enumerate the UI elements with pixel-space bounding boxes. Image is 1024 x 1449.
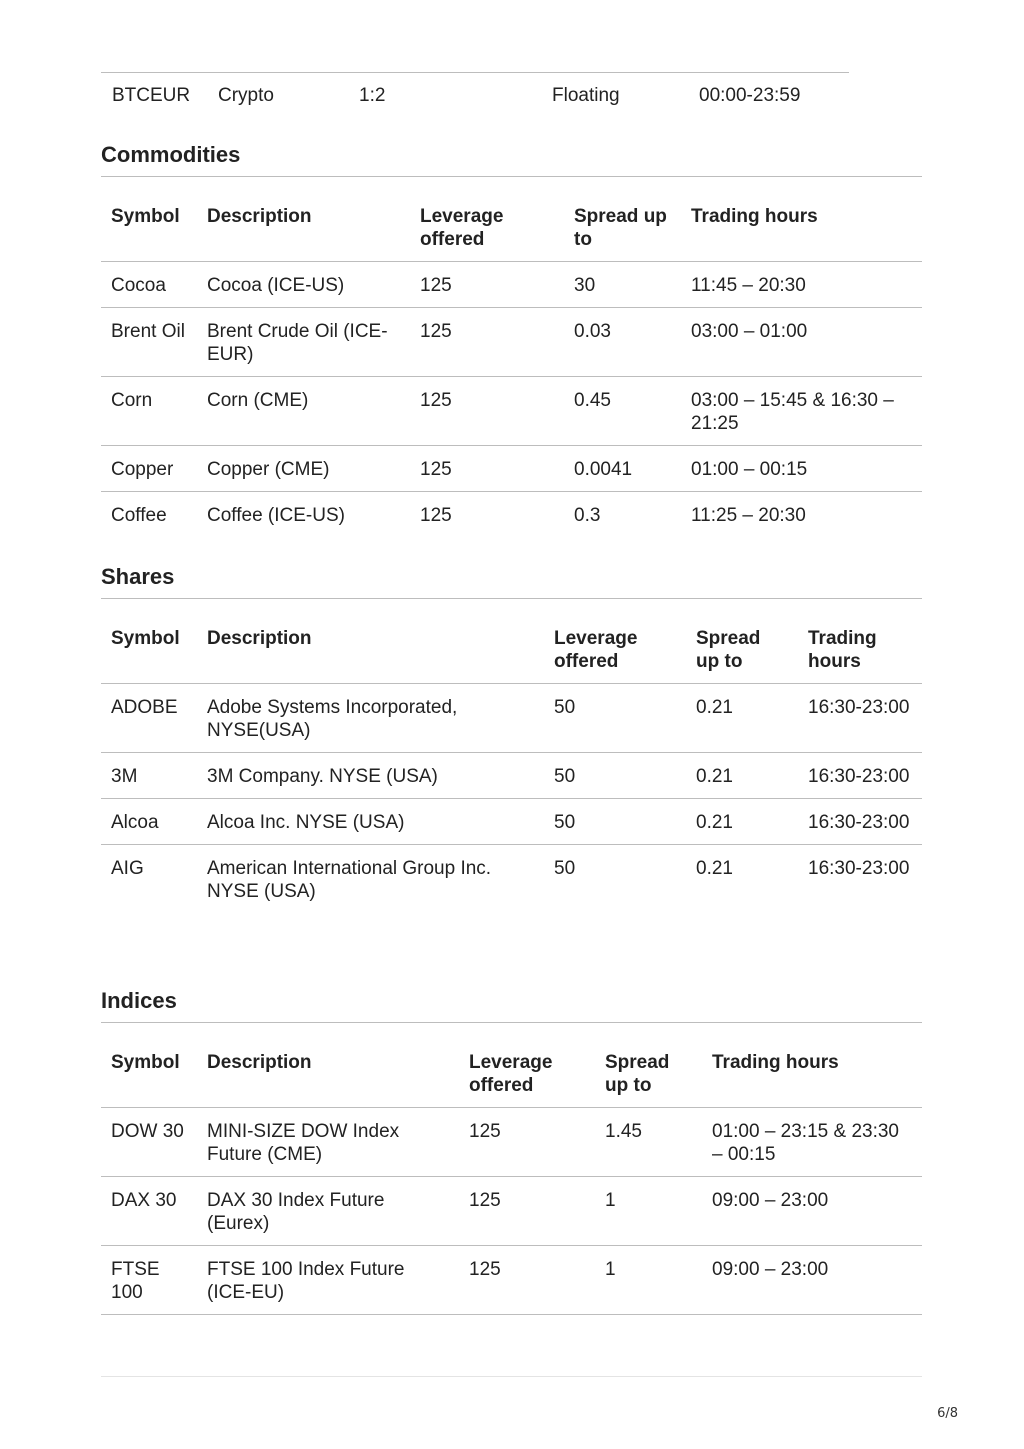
cell-spread: 0.21	[696, 697, 733, 718]
cell-hours: 03:00 – 15:45 & 16:30 – 21:25	[691, 390, 894, 434]
cell-leverage: 125	[420, 390, 452, 411]
cell-symbol: ADOBE	[111, 697, 178, 718]
cell-spread: 1	[605, 1259, 616, 1280]
cell-leverage: 125	[420, 459, 452, 480]
cell-description: MINI-SIZE DOW Index Future (CME)	[207, 1121, 400, 1165]
cell-leverage: 50	[554, 812, 576, 833]
cell-symbol: DAX 30	[111, 1190, 177, 1211]
indices-section	[101, 988, 922, 1315]
cell-description: Brent Crude Oil (ICE-EUR)	[207, 321, 388, 365]
header-symbol: Symbol	[111, 1052, 180, 1073]
table-header-row	[101, 619, 922, 684]
commodities-table	[101, 197, 922, 537]
shares-section	[101, 564, 922, 913]
cell-hours: 16:30-23:00	[808, 812, 910, 833]
cell-spread: 0.21	[696, 858, 733, 879]
table-row	[101, 799, 922, 845]
cell-hours: 11:25 – 20:30	[691, 505, 806, 526]
header-description: Description	[207, 206, 312, 227]
cell-spread: 0.45	[574, 390, 611, 411]
header-description: Description	[207, 628, 312, 649]
header-symbol: Symbol	[111, 628, 180, 649]
cell-spread: 1.45	[605, 1121, 642, 1142]
crypto-symbol: BTCEUR	[112, 85, 191, 106]
cell-hours: 01:00 – 23:15 & 23:30 – 00:15	[712, 1121, 899, 1165]
header-leverage: Leverage offered	[420, 206, 504, 250]
cell-hours: 01:00 – 00:15	[691, 459, 808, 480]
cell-symbol: Corn	[111, 390, 153, 411]
crypto-hours: 00:00-23:59	[699, 85, 801, 106]
table-row	[101, 753, 922, 799]
header-hours: Trading hours	[712, 1052, 839, 1073]
cell-leverage: 50	[554, 697, 576, 718]
footer-divider	[101, 1376, 922, 1377]
header-hours: Trading hours	[691, 206, 818, 227]
table-row	[101, 1177, 922, 1246]
cell-description: Cocoa (ICE-US)	[207, 275, 345, 296]
cell-spread: 30	[574, 275, 596, 296]
cell-description: Adobe Systems Incorporated, NYSE(USA)	[207, 697, 458, 741]
table-row	[101, 845, 922, 914]
cell-symbol: Alcoa	[111, 812, 159, 833]
cell-spread: 0.3	[574, 505, 601, 526]
cell-leverage: 125	[420, 275, 452, 296]
cell-symbol: AIG	[111, 858, 144, 879]
indices-table	[101, 1043, 922, 1315]
table-row	[101, 262, 922, 308]
commodities-title: Commodities	[101, 142, 922, 177]
cell-description: Coffee (ICE-US)	[207, 505, 345, 526]
cell-spread: 0.0041	[574, 459, 633, 480]
cell-symbol: Brent Oil	[111, 321, 185, 342]
indices-title: Indices	[101, 988, 922, 1023]
cell-leverage: 125	[469, 1190, 501, 1211]
crypto-row	[101, 72, 849, 119]
cell-description: American International Group Inc. NYSE (USA)	[207, 858, 492, 902]
cell-symbol: 3M	[111, 766, 138, 787]
crypto-spread: Floating	[552, 85, 620, 106]
table-row	[101, 377, 922, 446]
cell-description: Corn (CME)	[207, 390, 309, 411]
cell-symbol: DOW 30	[111, 1121, 184, 1142]
cell-spread: 1	[605, 1190, 616, 1211]
cell-symbol: FTSE 100	[111, 1259, 160, 1303]
cell-hours: 09:00 – 23:00	[712, 1259, 829, 1280]
header-spread: Spread up to	[696, 628, 761, 672]
header-spread: Spread up to	[605, 1052, 670, 1096]
header-symbol: Symbol	[111, 206, 180, 227]
cell-description: FTSE 100 Index Future (ICE-EU)	[207, 1259, 405, 1303]
cell-leverage: 125	[420, 505, 452, 526]
cell-description: Copper (CME)	[207, 459, 330, 480]
table-header-row	[101, 1043, 922, 1108]
table-row	[101, 308, 922, 377]
cell-leverage: 125	[469, 1121, 501, 1142]
cell-spread: 0.03	[574, 321, 611, 342]
crypto-type: Crypto	[218, 85, 274, 106]
table-row	[101, 684, 922, 753]
cell-hours: 16:30-23:00	[808, 858, 910, 879]
cell-leverage: 50	[554, 858, 576, 879]
cell-spread: 0.21	[696, 766, 733, 787]
shares-table	[101, 619, 922, 913]
cell-hours: 03:00 – 01:00	[691, 321, 808, 342]
cell-hours: 09:00 – 23:00	[712, 1190, 829, 1211]
table-row	[101, 1246, 922, 1315]
cell-leverage: 125	[420, 321, 452, 342]
header-leverage: Leverage offered	[469, 1052, 553, 1096]
cell-hours: 16:30-23:00	[808, 766, 910, 787]
table-header-row	[101, 197, 922, 262]
cell-description: Alcoa Inc. NYSE (USA)	[207, 812, 405, 833]
cell-hours: 16:30-23:00	[808, 697, 910, 718]
cell-hours: 11:45 – 20:30	[691, 275, 806, 296]
shares-title: Shares	[101, 564, 922, 599]
header-hours: Trading hours	[808, 628, 877, 672]
table-row	[101, 1108, 922, 1177]
cell-leverage: 50	[554, 766, 576, 787]
cell-leverage: 125	[469, 1259, 501, 1280]
commodities-section	[101, 142, 922, 537]
cell-spread: 0.21	[696, 812, 733, 833]
cell-symbol: Coffee	[111, 505, 167, 526]
header-description: Description	[207, 1052, 312, 1073]
cell-symbol: Cocoa	[111, 275, 166, 296]
page-number: 6/8	[937, 1406, 958, 1421]
header-spread: Spread up to	[574, 206, 667, 250]
cell-symbol: Copper	[111, 459, 174, 480]
table-row	[101, 446, 922, 492]
cell-description: 3M Company. NYSE (USA)	[207, 766, 438, 787]
table-row	[101, 492, 922, 538]
header-leverage: Leverage offered	[554, 628, 638, 672]
cell-description: DAX 30 Index Future (Eurex)	[207, 1190, 385, 1234]
crypto-leverage: 1:2	[359, 85, 386, 106]
